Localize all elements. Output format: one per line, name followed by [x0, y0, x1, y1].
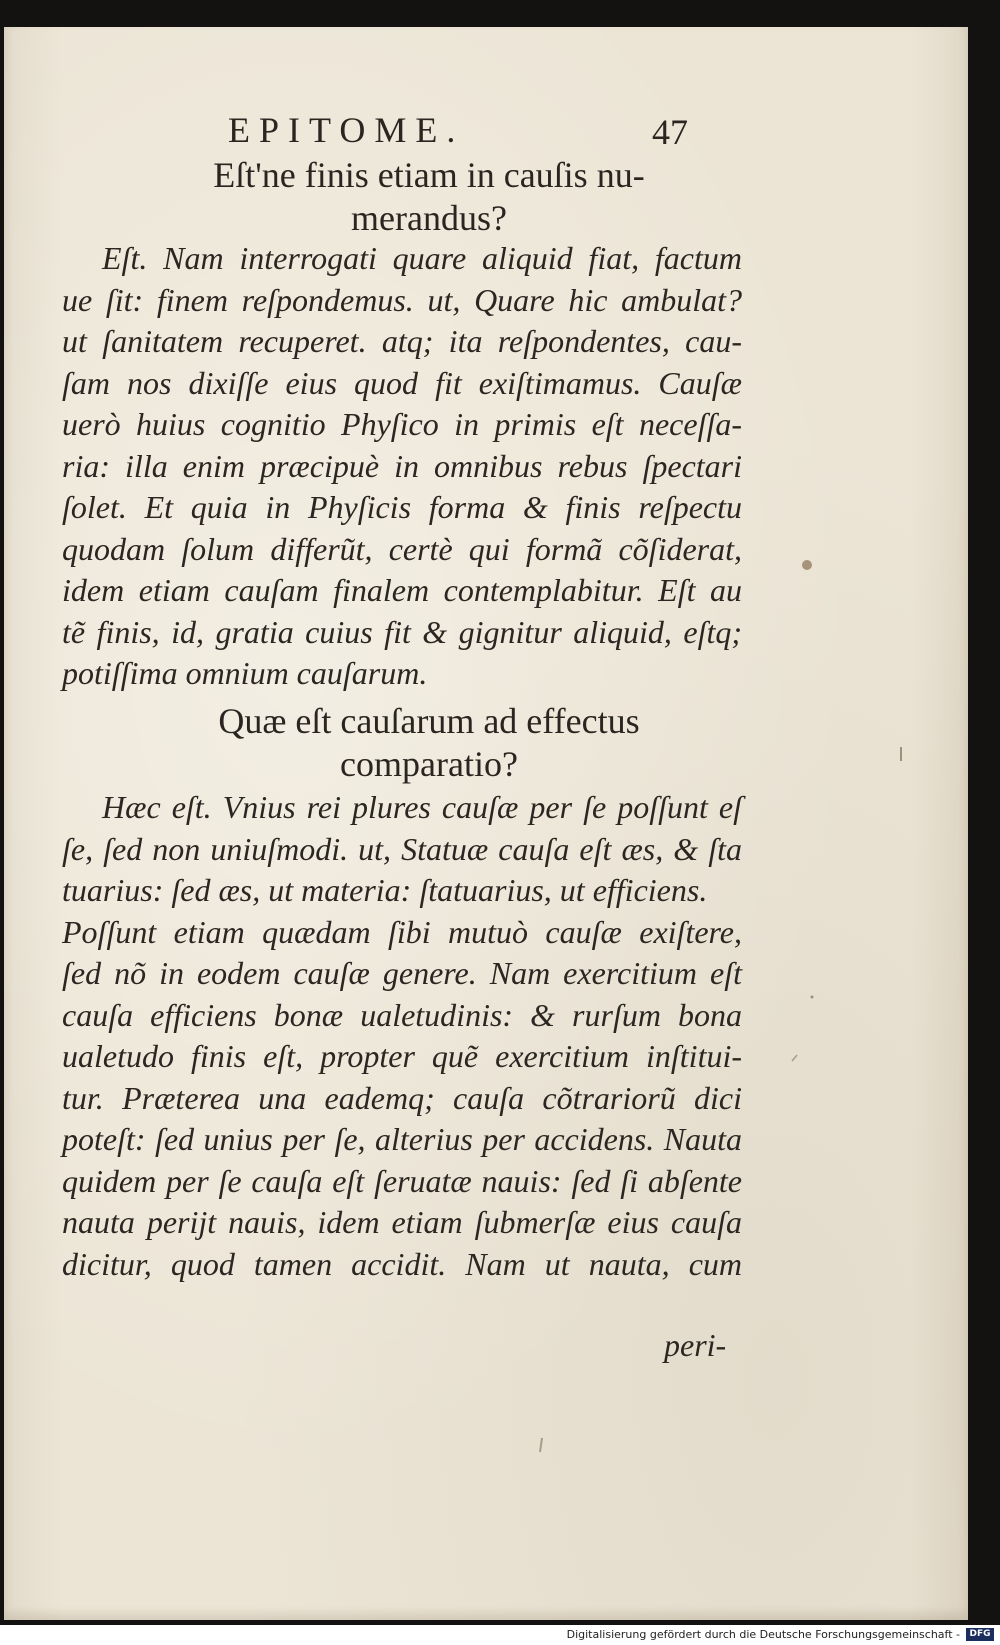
text-line: ſam nos dixiſſe eius quod fit exiſtimamus. Cauſæ	[62, 364, 742, 401]
text-line: cauſa efficiens bonæ ualetudinis: & rurſum bona	[62, 996, 742, 1033]
text-line: ualetudo finis eſt, propter quẽ exercitium inſtitui-	[62, 1038, 742, 1074]
text-line: tẽ finis, id, gratia cuius fit & gignitur aliquid, eſtq;	[62, 613, 742, 650]
page-number: 47	[652, 112, 688, 152]
text-line: ria: illa enim præcipuè in omnibus rebus ſpectari	[62, 447, 742, 484]
section-body-2	[62, 787, 742, 1285]
text-line: ſed nõ in eodem cauſæ genere. Nam exercitium eſt	[62, 955, 742, 991]
text-line: quidem per ſe cauſa eſt ſeruatæ nauis: ſed ſi abſente	[62, 1162, 742, 1199]
text-line: idem etiam cauſam finalem contemplabitur. Eſt au	[62, 572, 742, 608]
heading-line: Quæ eſt cauſarum ad effectus	[218, 701, 640, 741]
text-line: dicitur, quod tamen accidit. Nam ut nauta, cum	[62, 1245, 742, 1282]
footer-bar	[0, 1625, 1000, 1645]
text-line: Hæc eſt. Vnius rei plures cauſæ per ſe poſſunt eſ	[102, 789, 742, 825]
text-line: potiſſima omnium cauſarum.	[62, 655, 428, 691]
text-line: Eſt. Nam interrogati quare aliquid fiat, factum	[102, 240, 742, 276]
section-heading-2	[64, 700, 794, 786]
text-line: poteſt: ſed unius per ſe, alterius per accidens. Nauta	[62, 1121, 742, 1157]
heading-line: comparatio?	[340, 744, 518, 784]
book-page	[4, 27, 968, 1620]
text-line: quodam ſolum differũt, certè qui formã cõſiderat,	[62, 530, 742, 567]
heading-line: Eſt'ne finis etiam in cauſis nu-	[213, 155, 645, 195]
text-line: ue ſit: finem reſpondemus. ut, Quare hic ambulat?	[62, 281, 742, 318]
catchword: peri-	[664, 1327, 727, 1363]
dfg-logo: DFG	[966, 1628, 994, 1641]
text-line: ut ſanitatem recuperet. atq; ita reſpondentes, cau-	[62, 323, 742, 359]
text-line: tur. Præterea una eademq; cauſa cõtrariorũ dici	[62, 1079, 742, 1116]
heading-line: merandus?	[351, 198, 507, 238]
text-line: uerò huius cognitio Phyſico in primis eſt neceſſa-	[62, 406, 742, 442]
text-line: Poſſunt etiam quædam ſibi mutuò cauſæ exiſtere,	[62, 913, 742, 950]
section-heading-1	[64, 154, 794, 240]
text-line: ſolet. Et quia in Phyſicis forma & finis reſpectu	[62, 489, 742, 525]
text-line: nauta perijt nauis, idem etiam ſubmerſæ eius cauſa	[62, 1204, 742, 1240]
text-line: tuarius: ſed æs, ut materia: ſtatuarius, ut efficiens.	[62, 872, 708, 908]
text-line: ſe, ſed non uniuſmodi. ut, Statuæ cauſa eſt æs, & ſta	[62, 830, 742, 867]
running-head: EPITOME.	[228, 110, 465, 150]
page-header	[4, 109, 968, 159]
funding-credit: Digitalisierung gefördert durch die Deutsche Forschungsgemeinschaft -	[566, 1628, 960, 1641]
section-body-1	[62, 238, 742, 695]
